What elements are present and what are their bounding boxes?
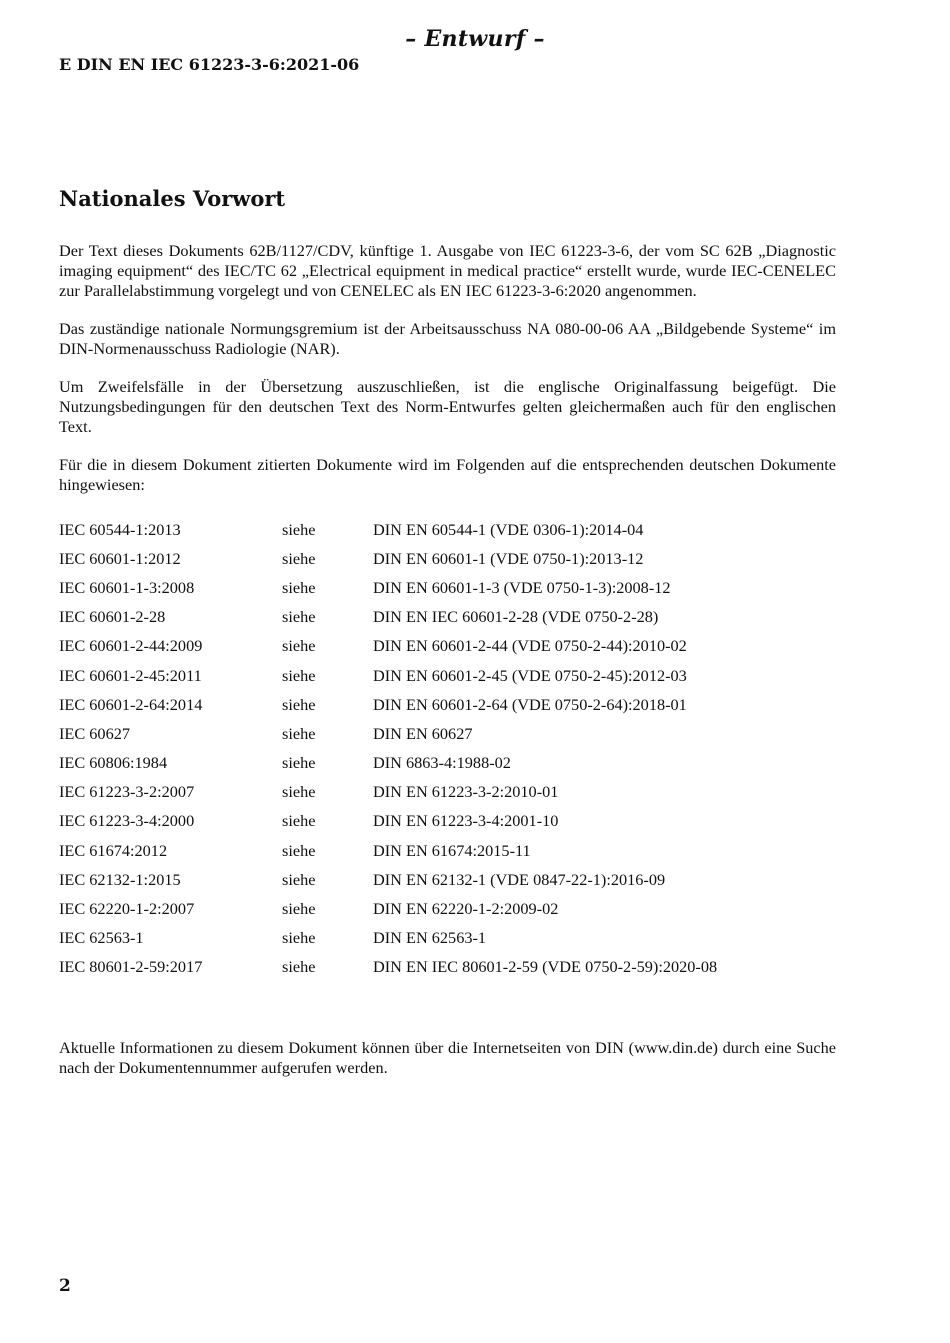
main-content xyxy=(59,186,836,982)
paragraph-translation: Um Zweifelsfälle in der Übersetzung auszuschließen, ist die englische Originalfassung beigefügt. Die Nutzungsbedingungen für den deutschen Text des Norm-Entwurfes gelten gleichermaßen auch für den englischen Text. xyxy=(59,377,836,436)
reference-siehe: siehe xyxy=(282,957,316,977)
reference-row xyxy=(59,807,836,836)
reference-iec: IEC 60601-2-45:2011 xyxy=(59,665,202,685)
reference-iec: IEC 61674:2012 xyxy=(59,840,168,860)
reference-siehe: siehe xyxy=(282,753,316,773)
reference-row xyxy=(59,544,836,573)
reference-din: DIN EN 60601-2-44 (VDE 0750-2-44):2010-02 xyxy=(373,636,687,656)
reference-row xyxy=(59,661,836,690)
reference-iec: IEC 60627 xyxy=(59,723,130,743)
reference-din: DIN EN 60601-1 (VDE 0750-1):2013-12 xyxy=(373,548,644,568)
reference-din: DIN EN 60601-2-64 (VDE 0750-2-64):2018-01 xyxy=(373,694,687,714)
reference-siehe: siehe xyxy=(282,899,316,919)
reference-row xyxy=(59,778,836,807)
draft-label: – Entwurf – xyxy=(405,26,545,52)
reference-iec: IEC 60601-2-28 xyxy=(59,607,166,627)
reference-din: DIN EN 61223-3-4:2001-10 xyxy=(373,811,559,831)
reference-siehe: siehe xyxy=(282,577,316,597)
reference-din: DIN EN 62220-1-2:2009-02 xyxy=(373,899,559,919)
page-title: Nationales Vorwort xyxy=(59,186,286,211)
reference-iec: IEC 61223-3-4:2000 xyxy=(59,811,195,831)
reference-siehe: siehe xyxy=(282,782,316,802)
reference-siehe: siehe xyxy=(282,519,316,539)
reference-iec: IEC 60601-1-3:2008 xyxy=(59,577,195,597)
reference-iec: IEC 62563-1 xyxy=(59,928,144,948)
reference-siehe: siehe xyxy=(282,840,316,860)
reference-din: DIN EN 60627 xyxy=(373,723,473,743)
reference-siehe: siehe xyxy=(282,811,316,831)
reference-row xyxy=(59,894,836,923)
paragraph-references-intro: Für die in diesem Dokument zitierten Dokumente wird im Folgenden auf die entsprechenden deutschen Dokumente hingewiesen: xyxy=(59,455,836,494)
reference-row xyxy=(59,836,836,865)
reference-row xyxy=(59,719,836,748)
reference-siehe: siehe xyxy=(282,607,316,627)
reference-din: DIN EN 60601-1-3 (VDE 0750-1-3):2008-12 xyxy=(373,577,671,597)
reference-row xyxy=(59,865,836,894)
reference-siehe: siehe xyxy=(282,665,316,685)
closing-paragraph: Aktuelle Informationen zu diesem Dokument können über die Internetseiten von DIN (www.din.de) durch eine Suche nach der Dokumentennummer aufgerufen werden. xyxy=(59,1038,836,1077)
reference-siehe: siehe xyxy=(282,548,316,568)
reference-iec: IEC 60544-1:2013 xyxy=(59,519,181,539)
document-id: E DIN EN IEC 61223-3-6:2021-06 xyxy=(59,55,360,74)
reference-siehe: siehe xyxy=(282,723,316,743)
reference-din: DIN EN IEC 60601-2-28 (VDE 0750-2-28) xyxy=(373,607,659,627)
reference-row xyxy=(59,632,836,661)
reference-siehe: siehe xyxy=(282,694,316,714)
reference-row xyxy=(59,749,836,778)
reference-din: DIN 6863-4:1988-02 xyxy=(373,753,511,773)
reference-siehe: siehe xyxy=(282,869,316,889)
reference-din: DIN EN 62132-1 (VDE 0847-22-1):2016-09 xyxy=(373,869,666,889)
reference-row xyxy=(59,953,836,982)
reference-iec: IEC 80601-2-59:2017 xyxy=(59,957,203,977)
reference-din: DIN EN 61223-3-2:2010-01 xyxy=(373,782,559,802)
reference-list xyxy=(59,515,836,982)
reference-iec: IEC 62220-1-2:2007 xyxy=(59,899,195,919)
reference-row xyxy=(59,573,836,602)
reference-iec: IEC 60601-1:2012 xyxy=(59,548,181,568)
reference-siehe: siehe xyxy=(282,636,316,656)
reference-iec: IEC 62132-1:2015 xyxy=(59,869,181,889)
reference-iec: IEC 60601-2-64:2014 xyxy=(59,694,203,714)
reference-din: DIN EN 60601-2-45 (VDE 0750-2-45):2012-03 xyxy=(373,665,687,685)
page-number: 2 xyxy=(59,1276,71,1296)
paragraph-committee: Das zuständige nationale Normungsgremium ist der Arbeitsausschuss NA 080-00-06 AA „Bildgebende Systeme“ im DIN-Normenausschuss Radiologie (NAR). xyxy=(59,319,836,358)
paragraph-intro: Der Text dieses Dokuments 62B/1127/CDV, künftige 1. Ausgabe von IEC 61223-3-6, der vom SC 62B „Diagnostic imaging equipment“ des IEC/TC 62 „Electrical equipment in medical practice“ erstellt wurde, wurde IEC-CENELEC zur Parallelabstimmung vorgelegt und von CENELEC als EN IEC 61223-3-6:2020 angenommen. xyxy=(59,241,836,300)
reference-row xyxy=(59,603,836,632)
reference-iec: IEC 60601-2-44:2009 xyxy=(59,636,203,656)
reference-iec: IEC 61223-3-2:2007 xyxy=(59,782,195,802)
reference-siehe: siehe xyxy=(282,928,316,948)
reference-row xyxy=(59,515,836,544)
reference-row xyxy=(59,690,836,719)
reference-iec: IEC 60806:1984 xyxy=(59,753,168,773)
reference-din: DIN EN 62563-1 xyxy=(373,928,487,948)
reference-row xyxy=(59,924,836,953)
reference-din: DIN EN IEC 80601-2-59 (VDE 0750-2-59):2020-08 xyxy=(373,957,718,977)
reference-din: DIN EN 60544-1 (VDE 0306-1):2014-04 xyxy=(373,519,644,539)
reference-din: DIN EN 61674:2015-11 xyxy=(373,840,531,860)
